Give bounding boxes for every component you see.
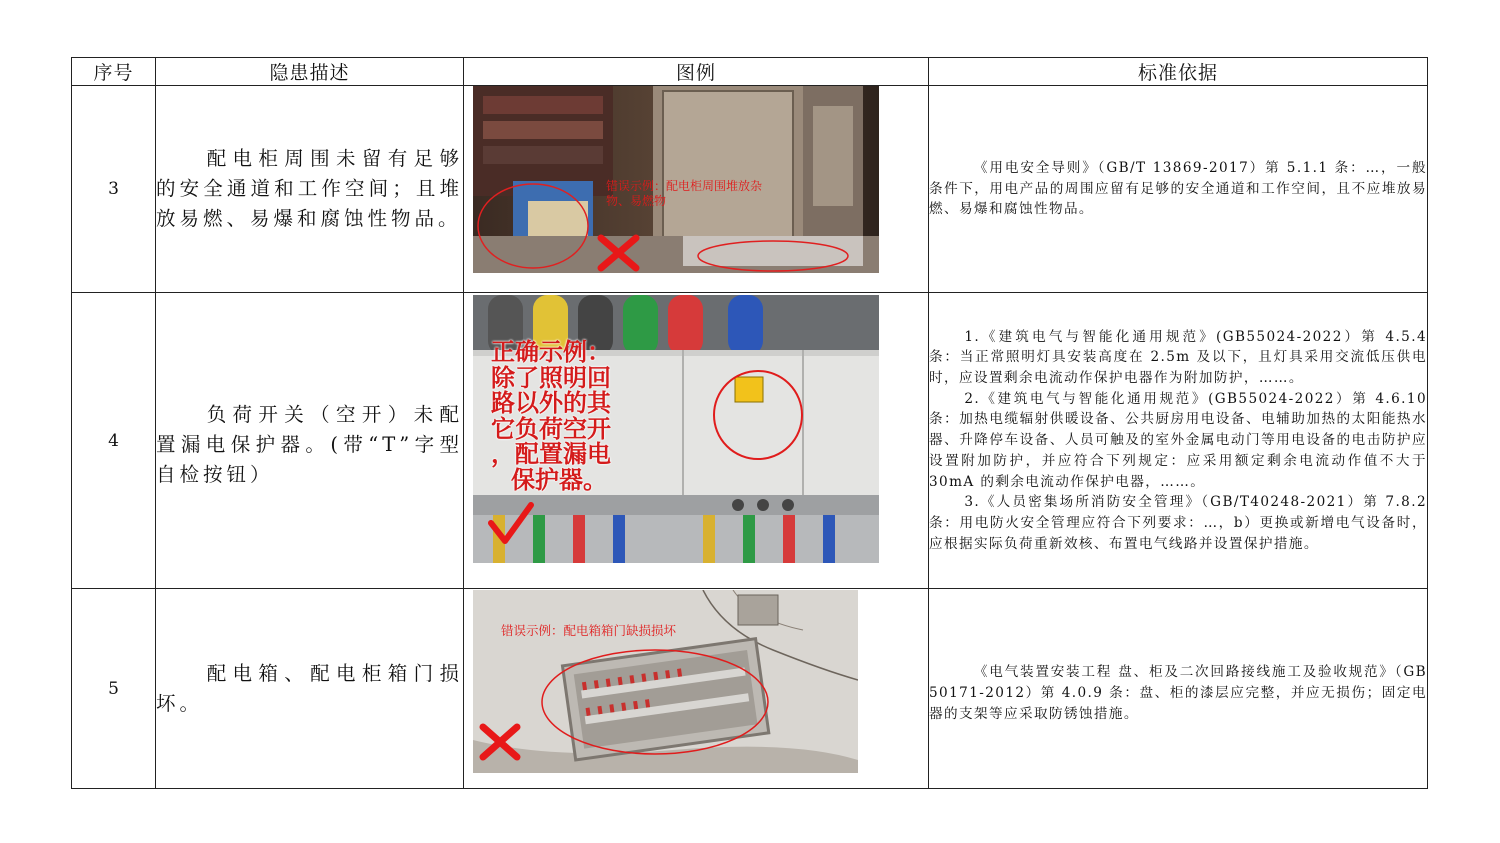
header-hazard-description: 隐患描述 [156, 58, 464, 86]
standard-text: 2.《建筑电气与智能化通用规范》(GB55024-2022）第 4.6.10 条：加热电缆辐射供暖设备、公共厨房用电设备、电辅助加热的太阳能热水器、升降停车设备、人员可触及的室外金属电动门等用电设备的电击防护应设置附加防护，并应符合下列规定：应采用额定剩余电流动作值不大于 30mA 的剩余电流动作保护电器，……。 [929, 390, 1427, 490]
standard-basis-cell [929, 86, 1428, 293]
photo-rcd-breaker-panel [473, 295, 879, 563]
header-serial-number: 序号 [72, 58, 156, 86]
illustration-cell [464, 86, 929, 293]
photo-caption-line: 错误示例：配电柜周围堆放杂 [606, 179, 763, 193]
illustration-cell [464, 589, 929, 789]
hazard-description: 配电柜周围未留有足够的安全通道和工作空间；且堆放易燃、易爆和腐蚀性物品。 [156, 147, 463, 230]
hazard-description-cell [156, 86, 464, 293]
hazard-description-cell [156, 293, 464, 589]
standard-basis-cell [929, 293, 1428, 589]
photo-caption-line: 正确示例： [491, 339, 611, 366]
photo-caption-line: ，配置漏电 [491, 441, 611, 468]
hazard-table [71, 57, 1428, 789]
standard-text: 《用电安全导则》（GB/T 13869-2017）第 5.1.1 条：…，一般条件下，用电产品的周围应留有足够的安全通道和工作空间，且不应堆放易燃、易爆和腐蚀性物品。 [929, 159, 1427, 218]
standard-text: 3.《人员密集场所消防安全管理》（GB/T40248-2021）第 7.8.2 条：用电防火安全管理应符合下列要求：…，b）更换或新增电气设备时，应根据实际负荷重新效核、布置电气线路并设置保护措施。 [929, 494, 1427, 552]
header-illustration: 图例 [464, 58, 929, 86]
hazard-description-cell [156, 589, 464, 789]
photo-distribution-cabinet-clutter [473, 86, 879, 273]
table-row [72, 86, 1428, 293]
illustration-cell [464, 293, 929, 589]
hazard-description: 负荷开关（空开）未配置漏电保护器。(带“T”字型自检按钮） [156, 402, 463, 486]
header-standard-basis: 标准依据 [929, 58, 1428, 86]
row-number: 3 [72, 86, 156, 293]
row-number: 4 [72, 293, 156, 589]
standard-basis-cell [929, 589, 1428, 789]
table-row [72, 293, 1428, 589]
photo-caption-line: 路以外的其 [491, 390, 611, 417]
standard-text: 1.《建筑电气与智能化通用规范》(GB55024-2022）第 4.5.4 条：当正常照明灯具安装高度在 2.5m 及以下，且灯具采用交流低压供电时，应设置剩余电流动作保护电器作为附加防护，……。 [929, 328, 1427, 387]
photo-caption-line: 物、易燃物 [606, 194, 667, 208]
row-number: 5 [72, 589, 156, 789]
photo-caption-line: 除了照明回 [491, 364, 611, 392]
photo-damaged-cabinet-door [473, 590, 858, 773]
standard-text: 《电气装置安装工程 盘、柜及二次回路接线施工及验收规范》（GB 50171-2012）第 4.0.9 条：盘、柜的漆层应完整，并应无损伤；固定电器的支架等应采取防锈蚀措施。 [929, 664, 1427, 722]
photo-caption-line: 它负荷空开 [491, 415, 611, 443]
photo-caption-line: 错误示例：配电箱箱门缺损损坏 [501, 624, 677, 638]
hazard-description: 配电箱、配电柜箱门损坏。 [156, 661, 463, 715]
photo-caption-line: 保护器。 [511, 466, 607, 494]
table-header-row [72, 58, 1428, 86]
table-row [72, 589, 1428, 789]
